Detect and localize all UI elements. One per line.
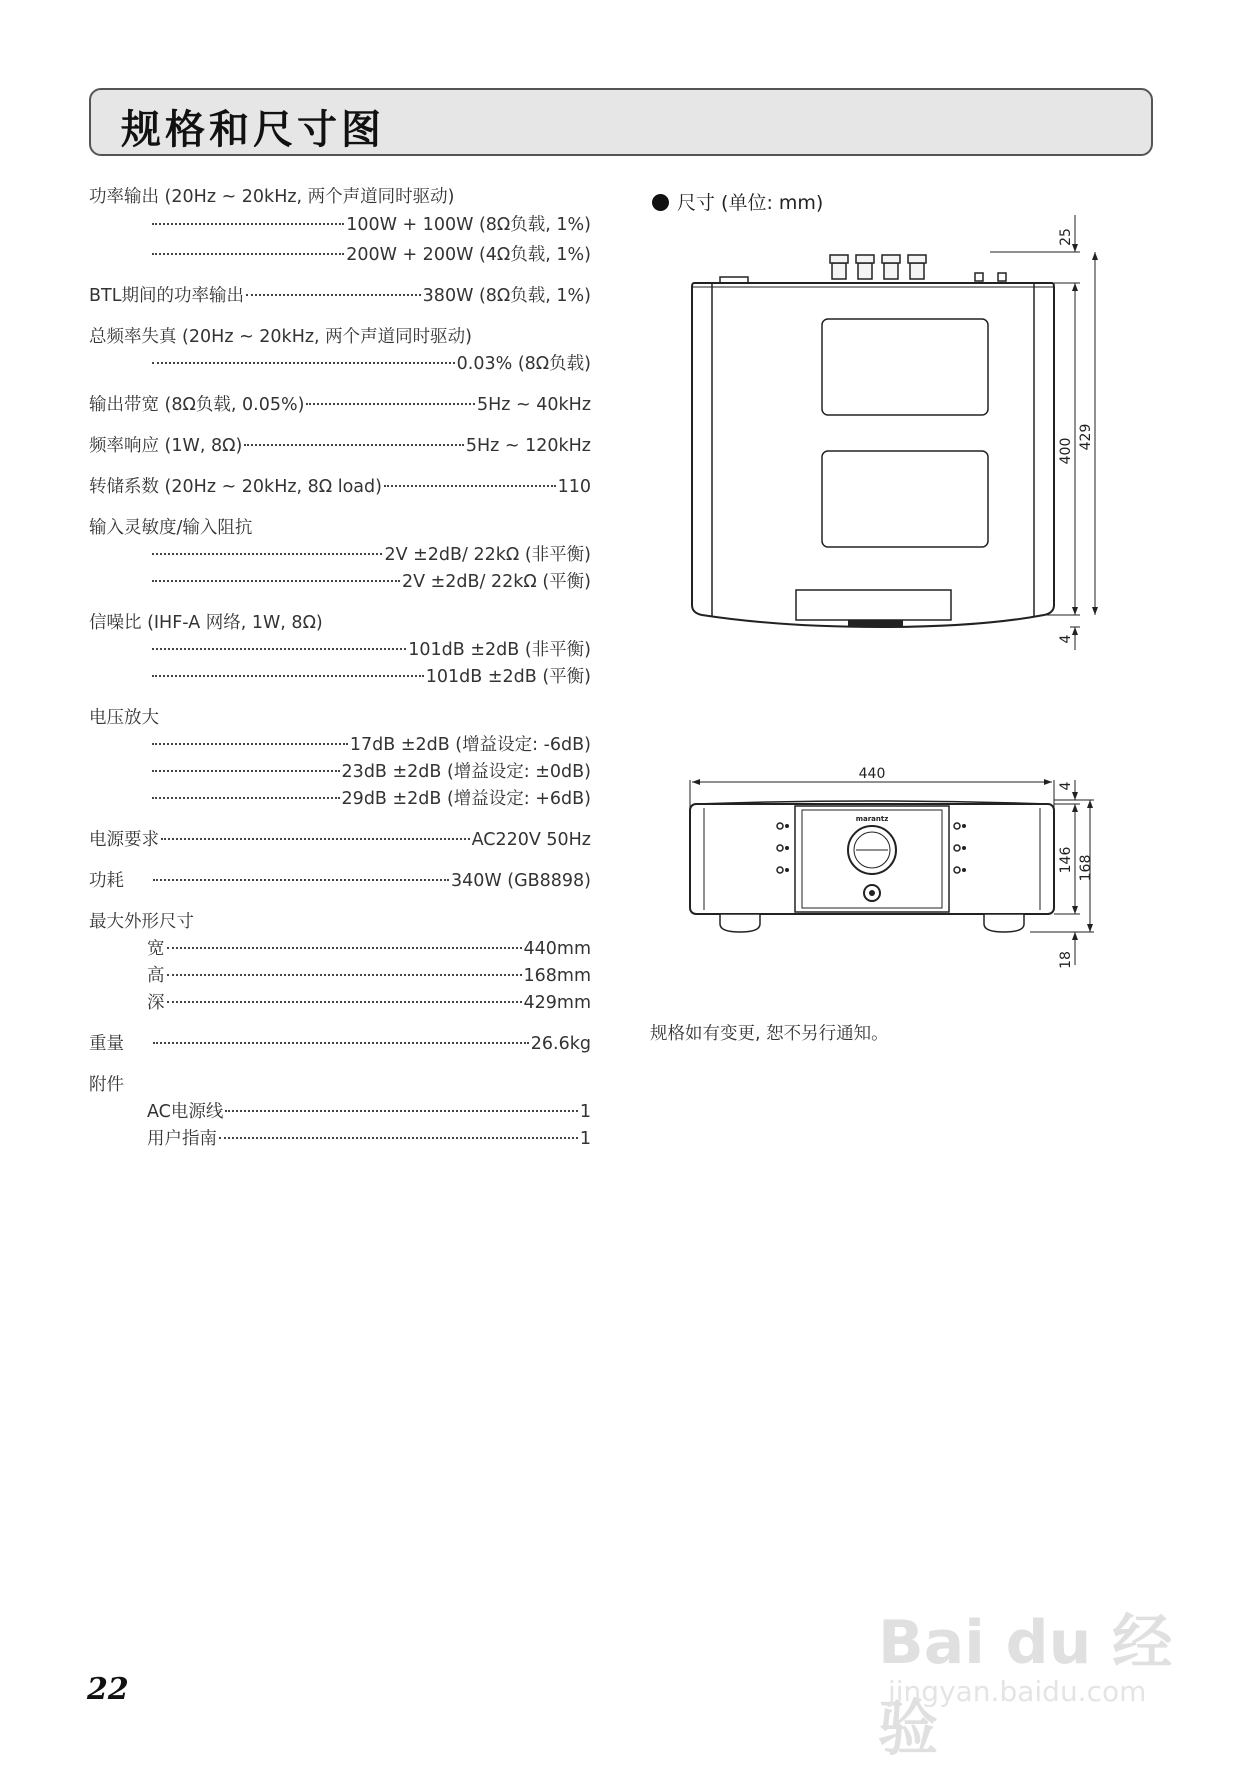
watermark-url: jingyan.baidu.com — [888, 1675, 1147, 1708]
spec-value: 23dB ±2dB (增益设定: ±0dB) — [341, 762, 591, 782]
leader-dots — [152, 675, 424, 677]
spec-label: 输出带宽 (8Ω负载, 0.05%) — [89, 395, 305, 415]
brand-logo: marantz — [855, 815, 889, 823]
spec-label: 频率响应 (1W, 8Ω) — [89, 436, 243, 456]
dim-front-4: 4 — [1058, 781, 1074, 791]
leader-dots — [384, 485, 556, 487]
leader-dots — [153, 879, 449, 881]
top-view-diagram — [680, 215, 1120, 665]
leader-dots — [225, 1110, 577, 1112]
spec-row-snr-unbalanced — [150, 636, 591, 661]
dim-top-25: 25 — [1058, 228, 1074, 246]
leader-dots — [167, 974, 522, 976]
spec-value: 29dB ±2dB (增益设定: +6dB) — [341, 789, 591, 809]
watermark-logo: Bai du 经验 — [878, 1608, 1173, 1764]
change-notice: 规格如有变更, 恕不另行通知。 — [650, 1024, 889, 1044]
page-number: 22 — [87, 1672, 129, 1707]
spec-value: 0.03% (8Ω负载) — [456, 354, 591, 374]
spec-label: 功耗 — [89, 871, 124, 891]
spec-value: 5Hz ~ 40kHz — [476, 395, 591, 415]
dim-top-4: 4 — [1058, 634, 1074, 644]
leader-dots — [152, 770, 340, 772]
leader-dots — [219, 1137, 578, 1139]
spec-value: 168mm — [523, 966, 591, 986]
spec-value: 17dB ±2dB (增益设定: -6dB) — [349, 735, 591, 755]
leader-dots — [152, 553, 382, 555]
spec-row-depth — [147, 989, 591, 1014]
spec-row-freq-response — [89, 432, 591, 457]
spec-row-consumption — [89, 867, 591, 892]
dim-front-168: 168 — [1078, 854, 1094, 882]
foot-right — [984, 914, 1024, 932]
accessories-label: 附件 — [89, 1075, 124, 1095]
spec-row-power-req — [89, 826, 591, 851]
spec-value: 101dB ±2dB (非平衡) — [408, 640, 591, 660]
spec-row-gain-high — [150, 785, 591, 810]
spec-value: 5Hz ~ 120kHz — [465, 436, 591, 456]
leader-dots — [152, 648, 406, 650]
spec-row-input-balanced — [150, 568, 591, 593]
dim-front-146: 146 — [1058, 846, 1074, 874]
spec-row-power-8ohm — [150, 211, 591, 236]
spec-row-weight — [89, 1030, 591, 1055]
leader-dots — [153, 1042, 529, 1044]
spec-value: 429mm — [523, 993, 591, 1013]
dimensions-heading — [652, 188, 823, 215]
spec-row-height — [147, 962, 591, 987]
spec-label: BTL期间的功率输出 — [89, 286, 244, 306]
spec-row-ac-cord — [147, 1098, 591, 1123]
spec-row-damping — [89, 473, 591, 498]
heatsink-window-upper — [822, 319, 988, 415]
spec-row-power-4ohm — [150, 241, 591, 266]
leader-dots — [167, 1001, 522, 1003]
dim-front-18: 18 — [1058, 951, 1074, 969]
spec-label: 宽 — [147, 939, 165, 959]
spec-value: 380W (8Ω负载, 1%) — [422, 286, 591, 306]
max-dims-label: 最大外形尺寸 — [89, 912, 194, 932]
spec-row-bandwidth — [89, 391, 591, 416]
leader-dots — [152, 362, 455, 364]
leader-dots — [161, 838, 470, 840]
spec-value: 110 — [557, 477, 591, 497]
thd-label: 总频率失真 (20Hz ~ 20kHz, 两个声道同时驱动) — [89, 327, 472, 347]
dim-front-440: 440 — [858, 766, 886, 782]
leader-dots — [152, 223, 344, 225]
front-view-diagram — [680, 760, 1120, 980]
spec-value: 200W + 200W (4Ω负载, 1%) — [346, 245, 591, 265]
spec-label: AC电源线 — [147, 1102, 224, 1122]
spec-value: 1 — [579, 1129, 591, 1149]
leader-dots — [152, 253, 344, 255]
power-output-label: 功率输出 (20Hz ~ 20kHz, 两个声道同时驱动) — [89, 187, 455, 207]
leader-dots — [152, 797, 340, 799]
spec-value: AC220V 50Hz — [471, 830, 591, 850]
spec-label: 高 — [147, 966, 165, 986]
spec-label: 重量 — [89, 1034, 124, 1054]
heatsink-window-lower — [822, 451, 988, 547]
bullet-icon — [652, 194, 669, 211]
dimensions-heading-text: 尺寸 (单位: mm) — [677, 192, 824, 214]
leader-dots — [167, 947, 522, 949]
spec-row-thd — [150, 350, 591, 375]
spec-row-btl — [89, 282, 591, 307]
leader-dots — [244, 444, 464, 446]
spec-value: 2V ±2dB/ 22kΩ (平衡) — [401, 572, 591, 592]
spec-row-input-unbalanced — [150, 541, 591, 566]
spec-row-snr-balanced — [150, 663, 591, 688]
spec-label: 转储系数 (20Hz ~ 20kHz, 8Ω load) — [89, 477, 382, 497]
watermark — [878, 1565, 1178, 1764]
input-label: 输入灵敏度/输入阻抗 — [89, 518, 253, 538]
spec-label: 电源要求 — [89, 830, 159, 850]
leader-dots — [306, 403, 475, 405]
page-title: 规格和尺寸图 — [121, 107, 385, 153]
leader-dots — [246, 294, 421, 296]
leader-dots — [152, 580, 400, 582]
spec-value: 440mm — [523, 939, 591, 959]
dim-top-400: 400 — [1058, 437, 1074, 465]
spec-value: 1 — [579, 1102, 591, 1122]
dim-top-429: 429 — [1078, 423, 1094, 451]
spec-value: 101dB ±2dB (平衡) — [425, 667, 591, 687]
spec-label: 深 — [147, 993, 165, 1013]
spec-row-user-guide — [147, 1125, 591, 1150]
spec-row-gain-mid — [150, 758, 591, 783]
spec-row-width — [147, 935, 591, 960]
spec-row-gain-low — [150, 731, 591, 756]
snr-label: 信噪比 (IHF-A 网络, 1W, 8Ω) — [89, 613, 323, 633]
spec-value: 26.6kg — [530, 1034, 591, 1054]
foot-left — [720, 914, 760, 932]
leader-dots — [152, 743, 348, 745]
spec-value: 340W (GB8898) — [450, 871, 591, 891]
gain-label: 电压放大 — [89, 708, 159, 728]
spec-label: 用户指南 — [147, 1129, 217, 1149]
spec-value: 2V ±2dB/ 22kΩ (非平衡) — [384, 545, 591, 565]
speaker-terminals — [830, 255, 926, 279]
spec-value: 100W + 100W (8Ω负载, 1%) — [346, 215, 591, 235]
title-bar — [89, 88, 1153, 156]
